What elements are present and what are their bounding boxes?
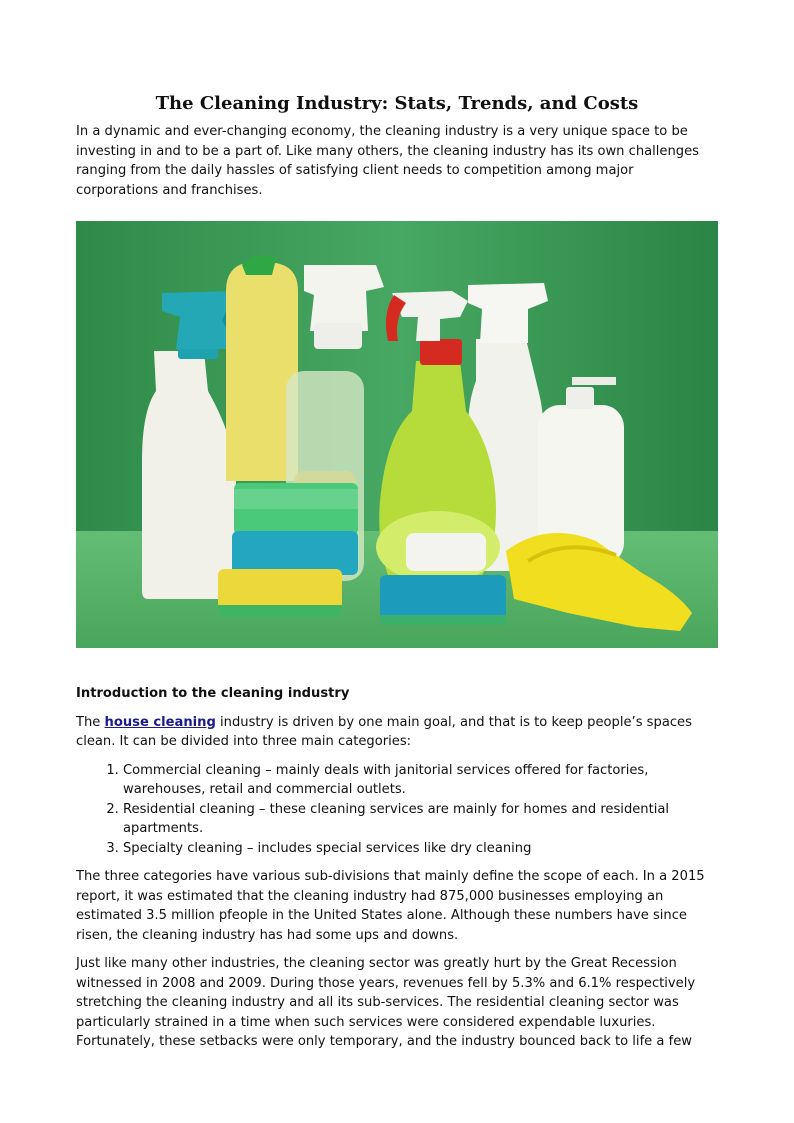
section-heading: Introduction to the cleaning industry: [76, 686, 350, 701]
section-paragraph-3: Just like many other industries, the cleaning sector was greatly hurt by the Great Recession witnessed in 2008 and 2009. During those years, revenues fell by 5.3% and 6.1% respectively stretching the cleaning industry and all its sub-services. The residential cleaning sector was particularly strained in a time when such services were considered expendable luxuries. Fortunately, these setbacks were only temporary, and the industry bounced back to life a few: [76, 956, 696, 1049]
house-cleaning-link[interactable]: house cleaning: [104, 714, 216, 730]
categories-list: [76, 761, 718, 859]
list-item: 2. Residential cleaning – these cleaning services are mainly for homes and residential apartments.: [123, 800, 718, 839]
intro-paragraph: In a dynamic and ever-changing economy, the cleaning industry is a very unique space to be investing in and to be a part of. Like many others, the cleaning industry has its own challenges ranging from the daily hassles of satisfying client needs to competition among major corporations and franchises.: [76, 124, 699, 198]
list-item: 3. Specialty cleaning – includes special services like dry cleaning: [123, 839, 718, 859]
page-title: The Cleaning Industry: Stats, Trends, and Costs: [155, 93, 639, 114]
cleaning-supplies-photo: [76, 221, 718, 648]
document-page: [76, 92, 718, 1061]
section-paragraph-2: The three categories have various sub-divisions that mainly define the scope of each. In a 2015 report, it was estimated that the cleaning industry had 875,000 businesses employing an estimated 3.5 million pfeople in the United States alone. Although these numbers have since risen, the cleaning industry has had some ups and downs.: [76, 869, 705, 943]
paragraph-text-after: industry is driven by one main goal, and that is to keep people’s spaces clean. It can be divided into three main categories:: [76, 714, 692, 749]
section-paragraph-1: [76, 713, 718, 752]
paragraph-text-before: The: [76, 714, 105, 730]
list-item: 1. Commercial cleaning – mainly deals with janitorial services offered for factories, warehouses, retail and commercial outlets.: [123, 761, 718, 800]
